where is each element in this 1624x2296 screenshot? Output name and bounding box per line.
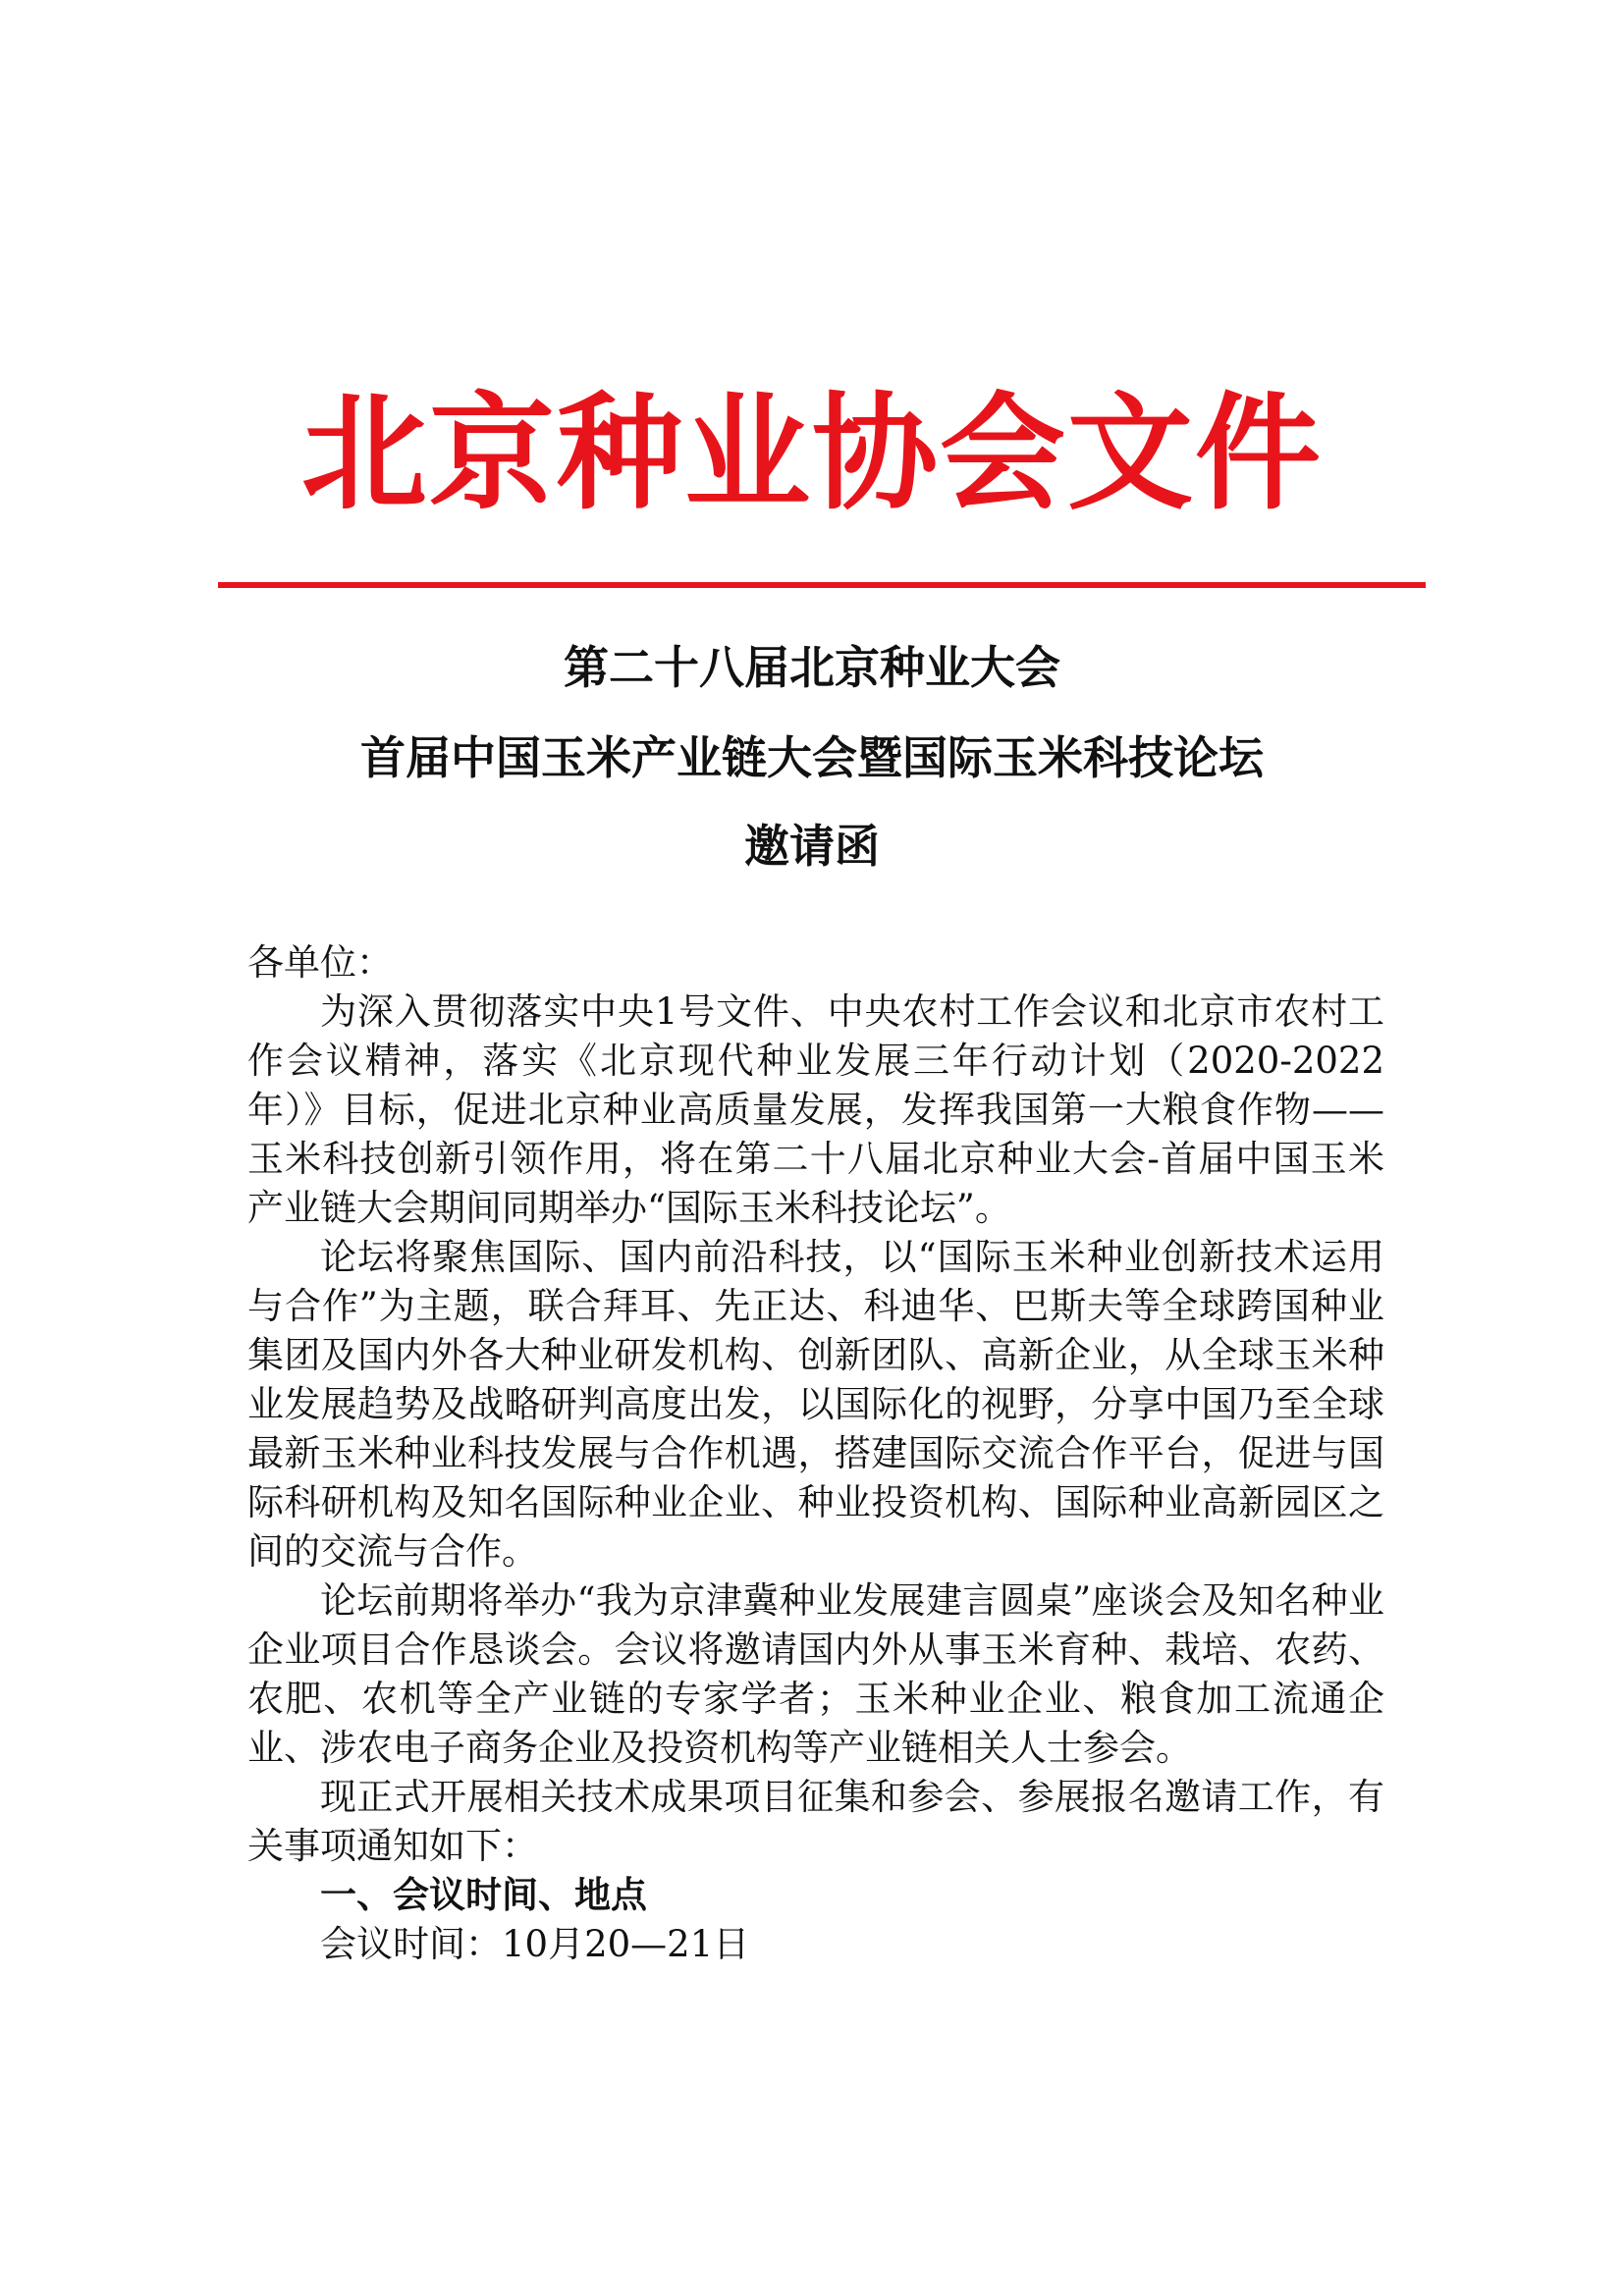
- body-paragraph-3: 论坛前期将举办“我为京津冀种业发展建言圆桌”座谈会及知名种业企业项目合作恳谈会。会议将邀请国内外从事玉米育种、栽培、农药、农肥、农机等全产业链的专家学者；玉米种业企业、粮食加工流通企业、涉农电子商务企业及投资机构等产业链相关人士参会。: [247, 1579, 1384, 1769]
- masthead-red-rule: [218, 582, 1426, 588]
- salutation: 各单位：: [247, 941, 393, 984]
- body-paragraph-1: 为深入贯彻落实中央1号文件、中央农村工作会议和北京市农村工作会议精神，落实《北京现代种业发展三年行动计划（2020-2022年）》目标，促进北京种业高质量发展，发挥我国第一大粮食作物——玉米科技创新引领作用，将在第二十八届北京种业大会-首届中国玉米产业链大会期间同期举办“国际玉米科技论坛”。: [247, 990, 1384, 1229]
- document-body: [247, 938, 1384, 1969]
- document-title-line-1: 第二十八届北京种业大会: [564, 641, 1060, 694]
- body-paragraph-4: 现正式开展相关技术成果项目征集和参会、参展报名邀请工作，有关事项通知如下：: [247, 1776, 1384, 1867]
- section-heading-time-place: 一、会议时间、地点: [320, 1874, 647, 1916]
- document-title-line-2: 首届中国玉米产业链大会暨国际玉米科技论坛: [360, 731, 1264, 784]
- document-title-invitation: 邀请函: [744, 820, 880, 873]
- document-masthead: 北京种业协会文件: [300, 381, 1323, 527]
- meeting-time: 会议时间：10月20—21日: [320, 1923, 750, 1965]
- body-paragraph-2: 论坛将聚焦国际、国内前沿科技，以“国际玉米种业创新技术运用与合作”为主题，联合拜耳、先正达、科迪华、巴斯夫等全球跨国种业集团及国内外各大种业研发机构、创新团队、高新企业，从全球玉米种业发展趋势及战略研判高度出发，以国际化的视野，分享中国乃至全球最新玉米种业科技发展与合作机遇，搭建国际交流合作平台，促进与国际科研机构及知名国际种业企业、种业投资机构、国际种业高新园区之间的交流与合作。: [247, 1236, 1384, 1573]
